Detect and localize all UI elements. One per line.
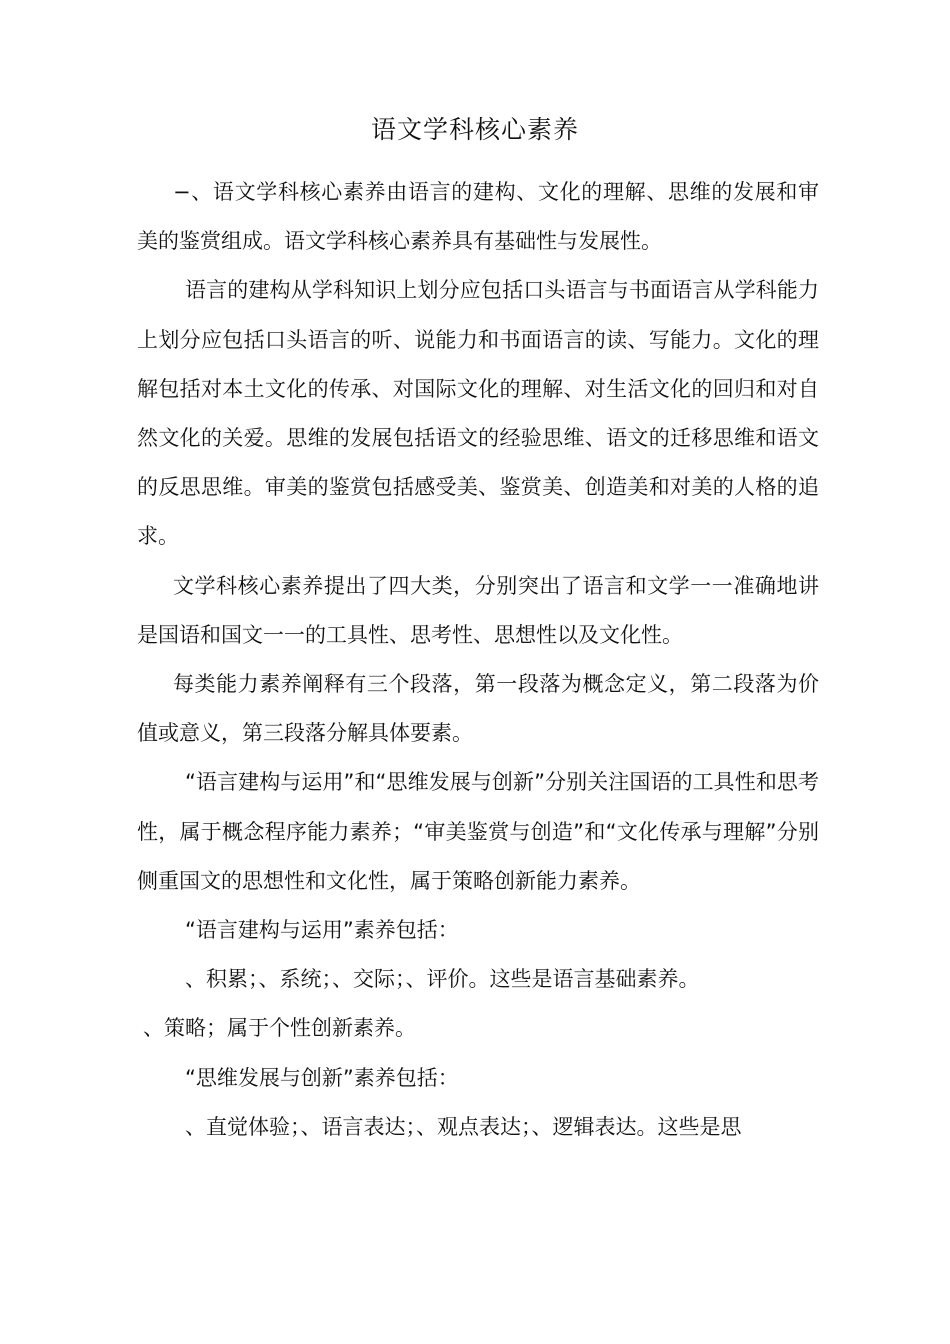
paragraph-10: 、直觉体验；、语言表达；、观点表达；、逻辑表达。这些是思: [185, 1114, 742, 1139]
document-title: 语文学科核心素养: [370, 115, 579, 144]
paragraph-7: 、积累；、系统；、交际；、评价。这些是语言基础素养。: [185, 967, 700, 992]
paragraph-3: 文学科核心素养提出了四大类，分别突出了语言和文学一一准确地讲是国语和国文一一的工具性、思考性、思想性以及文化性。: [137, 573, 819, 647]
paragraph-5: “语言建构与运用”和“思维发展与创新”分别关注国语的工具性和思考性，属于概念程序能力素养；“审美鉴赏与创造”和“文化传承与理解”分别侧重国文的思想性和文化性，属于策略创新能力素养。: [137, 770, 819, 893]
paragraph-8: 、策略；属于个性创新素养。: [143, 1016, 416, 1041]
document-body: [137, 168, 819, 1152]
paragraph-6: “语言建构与运用”素养包括：: [185, 918, 459, 943]
paragraph-4: 每类能力素养阐释有三个段落，第一段落为概念定义，第二段落为价值或意义，第三段落分解具体要素。: [137, 672, 819, 746]
paragraph-2: 语言的建构从学科知识上划分应包括口头语言与书面语言从学科能力上划分应包括口头语言的听、说能力和书面语言的读、写能力。文化的理解包括对本土文化的传承、对国际文化的理解、对生活文化的回归和对自然文化的关爱。思维的发展包括语文的经验思维、语文的迁移思维和语文的反思思维。审美的鉴赏包括感受美、鉴赏美、创造美和对美的人格的追求。: [137, 278, 819, 549]
paragraph-1: −、语文学科核心素养由语言的建构、文化的理解、思维的发展和审美的鉴赏组成。语文学科核心素养具有基础性与发展性。: [137, 180, 819, 254]
paragraph-9: “思维发展与创新”素养包括：: [185, 1065, 459, 1090]
